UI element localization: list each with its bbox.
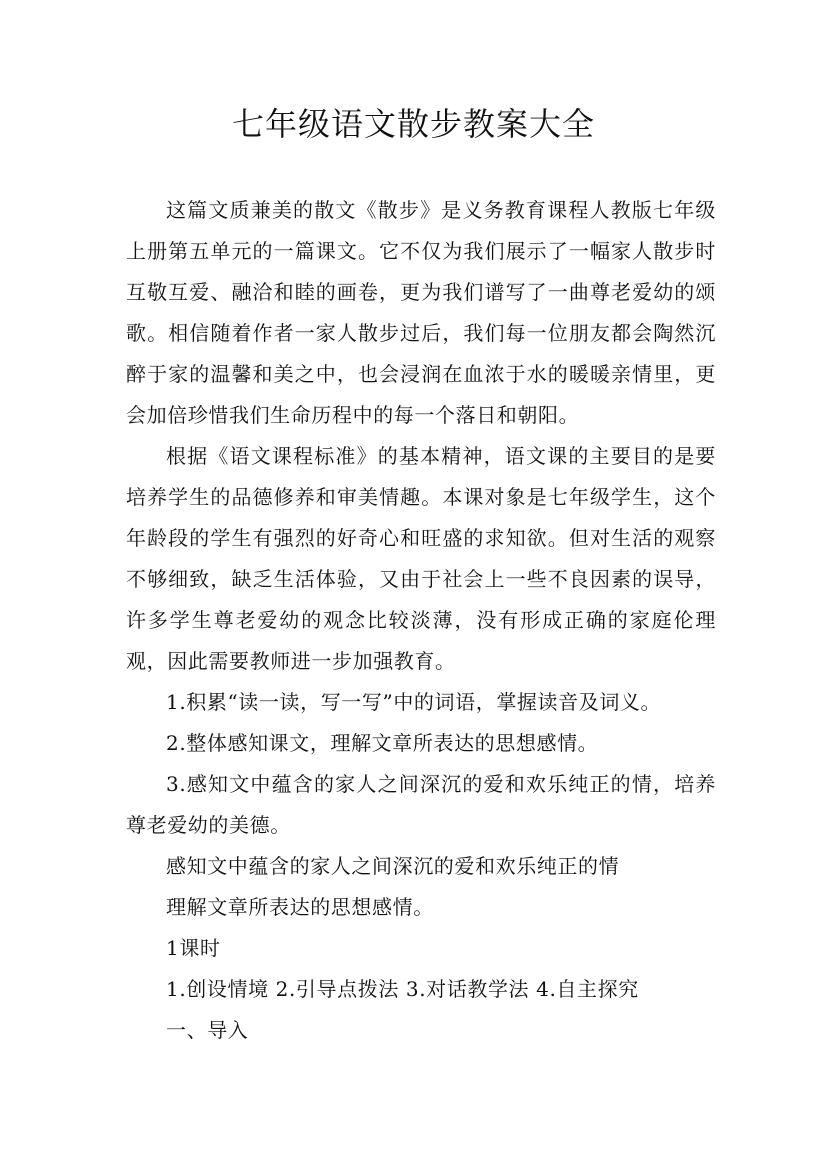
class-hours: 1课时 xyxy=(166,936,221,960)
rationale-paragraph: 根据《语文课程标准》的基本精神，语文课的主要目的是要培养学生的品德修养和审美情趣。本课对象是七年级学生，这个年龄段的学生有强烈的好奇心和旺盛的求知欲。但对生活的观察不够细致，缺乏生活体验，又由于社会上一些不良因素的误导，许多学生尊老爱幼的观念比较淡薄，没有形成正确的家庭伦理观，因此需要教师进一步加强教育。 xyxy=(126,444,716,673)
difficult-point: 理解文章所表达的思想感情。 xyxy=(166,895,434,919)
intro-paragraph: 这篇文质兼美的散文《散步》是义务教育课程人教版七年级上册第五单元的一篇课文。它不仅为我们展示了一幅家人散步时互敬互爱、融洽和睦的画卷，更为我们谱写了一曲尊老爱幼的颂歌。相信随着作者一家人散步过后，我们每一位朋友都会陶然沉醉于家的温馨和美之中，也会浸润在血浓于水的暖暖亲情里，更会加倍珍惜我们生命历程中的每一个落日和朝阳。 xyxy=(126,198,716,427)
objective-3: 3.感知文中蕴含的家人之间深沉的爱和欢乐纯正的情，培养尊老爱幼的美德。 xyxy=(126,772,716,837)
objective-2: 2.整体感知课文，理解文章所表达的思想感情。 xyxy=(166,731,599,755)
objective-1: 1.积累“读一读，写一写”中的词语，掌握读音及词义。 xyxy=(166,690,662,714)
document-body xyxy=(126,190,716,1051)
document-title: 七年级语文散步教案大全 xyxy=(231,105,595,143)
key-point: 感知文中蕴含的家人之间深沉的爱和欢乐纯正的情 xyxy=(166,854,620,878)
teaching-methods: 1.创设情境 2.引导点拨法 3.对话教学法 4.自主探究 xyxy=(166,977,639,1001)
section-heading-introduction: 一、导入 xyxy=(166,1018,249,1042)
